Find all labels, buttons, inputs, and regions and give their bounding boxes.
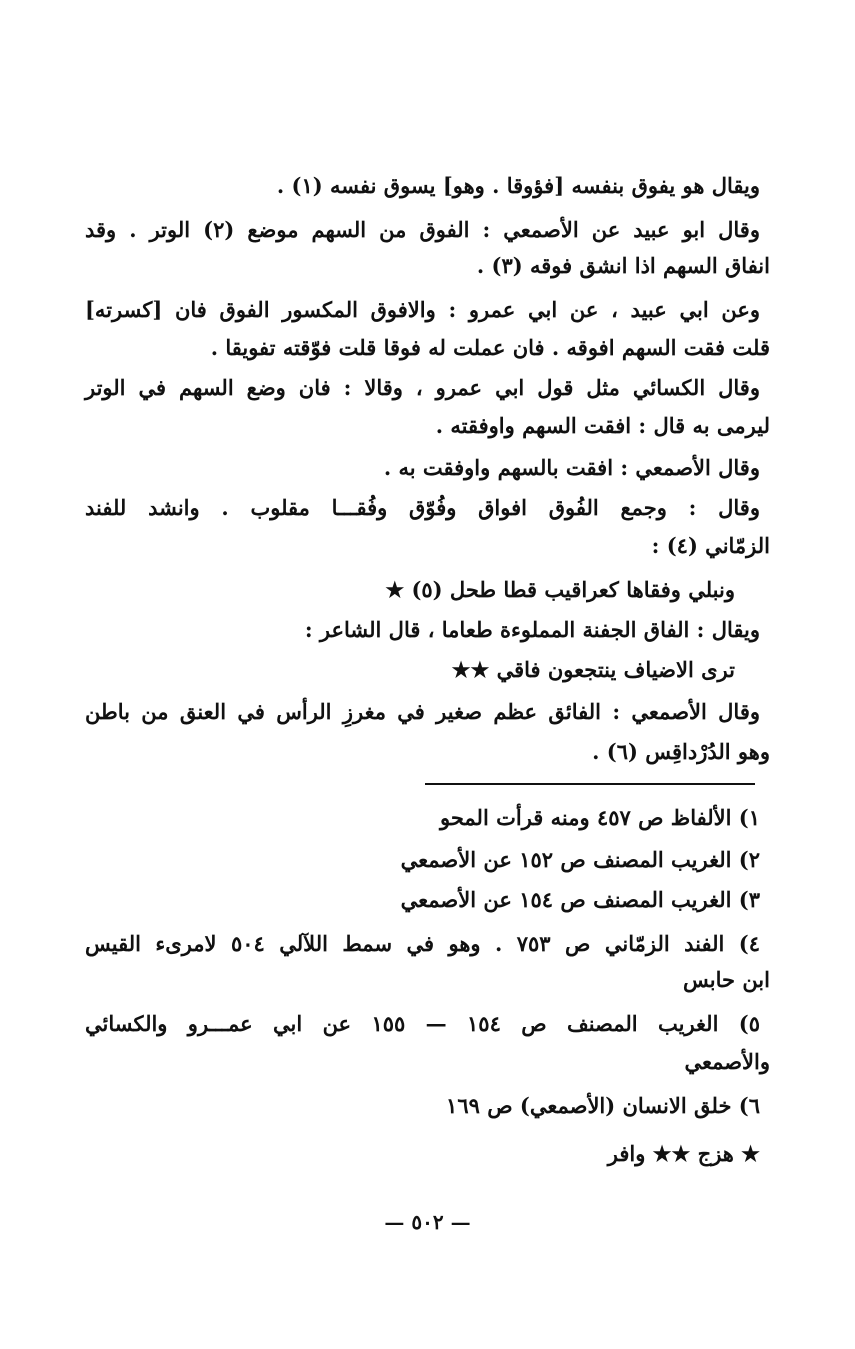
text-line-6: وقال الكسائي مثل قول ابي عمرو ، وقالا : فان وضع السهم في الوتر [85, 375, 760, 400]
footnote-4-continued: ابن حابس [683, 967, 770, 992]
meter-note: ★ هزج ★★ وافر [607, 1141, 760, 1166]
footnote-2: ٢) الغريب المصنف ص ١٥٢ عن الأصمعي [400, 847, 760, 872]
text-line-9: وقال : وجمع الفُوق افواق وفُوّق وفُقـــا مقلوب . وانشد للفند [85, 495, 760, 520]
footnote-divider [425, 783, 755, 785]
text-line-1: ويقال هو يفوق بنفسه [فؤوقا . وهو] يسوق نفسه (١) . [276, 173, 760, 198]
text-line-4: وعن ابي عبيد ، عن ابي عمرو : والافوق المكسور الفوق فان [كسرته] [85, 297, 760, 322]
text-line-8: وقال الأصمعي : افقت بالسهم واوفقت به . [383, 455, 760, 480]
page-number: — ٥٠٢ — [384, 1210, 471, 1234]
footnote-5-continued: والأصمعي [684, 1049, 770, 1074]
text-line-10: الزمّاني (٤) : [651, 533, 770, 558]
footnote-1: ١) الألفاظ ص ٤٥٧ ومنه قرأت المحو [440, 805, 760, 830]
footnote-6: ٦) خلق الانسان (الأصمعي) ص ١٦٩ [446, 1093, 760, 1118]
footnote-5: ٥) الغريب المصنف ص ١٥٤ — ١٥٥ عن ابي عمـــرو والكسائي [85, 1011, 760, 1036]
text-line-5: قلت فقت السهم افوقه . فان عملت له فوقا قلت فوّقته تفويقا . [210, 335, 770, 360]
text-line-3: انفاق السهم اذا انشق فوقه (٣) . [476, 253, 770, 278]
text-line-7: ليرمى به قال : افقت السهم واوفقته . [435, 413, 770, 438]
text-line-2: وقال ابو عبيد عن الأصمعي : الفوق من السهم موضع (٢) الوتر . وقد [85, 217, 760, 242]
text-line-12: وقال الأصمعي : الفائق عظم صغير في مغرزِ الرأس في العنق من باطن [85, 699, 760, 724]
footnote-4: ٤) الفند الزمّاني ص ٧٥٣ . وهو في سمط اللآلي ٥٠٤ لامرىء القيس [85, 931, 761, 956]
text-line-13: وهو الدُرْداقِس (٦) . [592, 739, 770, 764]
verse-line-1: ونبلي وفقاها كعراقيب قطا طحل (٥) ★ [385, 577, 735, 602]
text-line-11: ويقال : الفاق الجفنة المملوءة طعاما ، قال الشاعر : [304, 617, 760, 642]
verse-line-2: ترى الاضياف ينتجعون فاقي ★★ [451, 657, 735, 682]
footnote-3: ٣) الغريب المصنف ص ١٥٤ عن الأصمعي [400, 887, 760, 912]
